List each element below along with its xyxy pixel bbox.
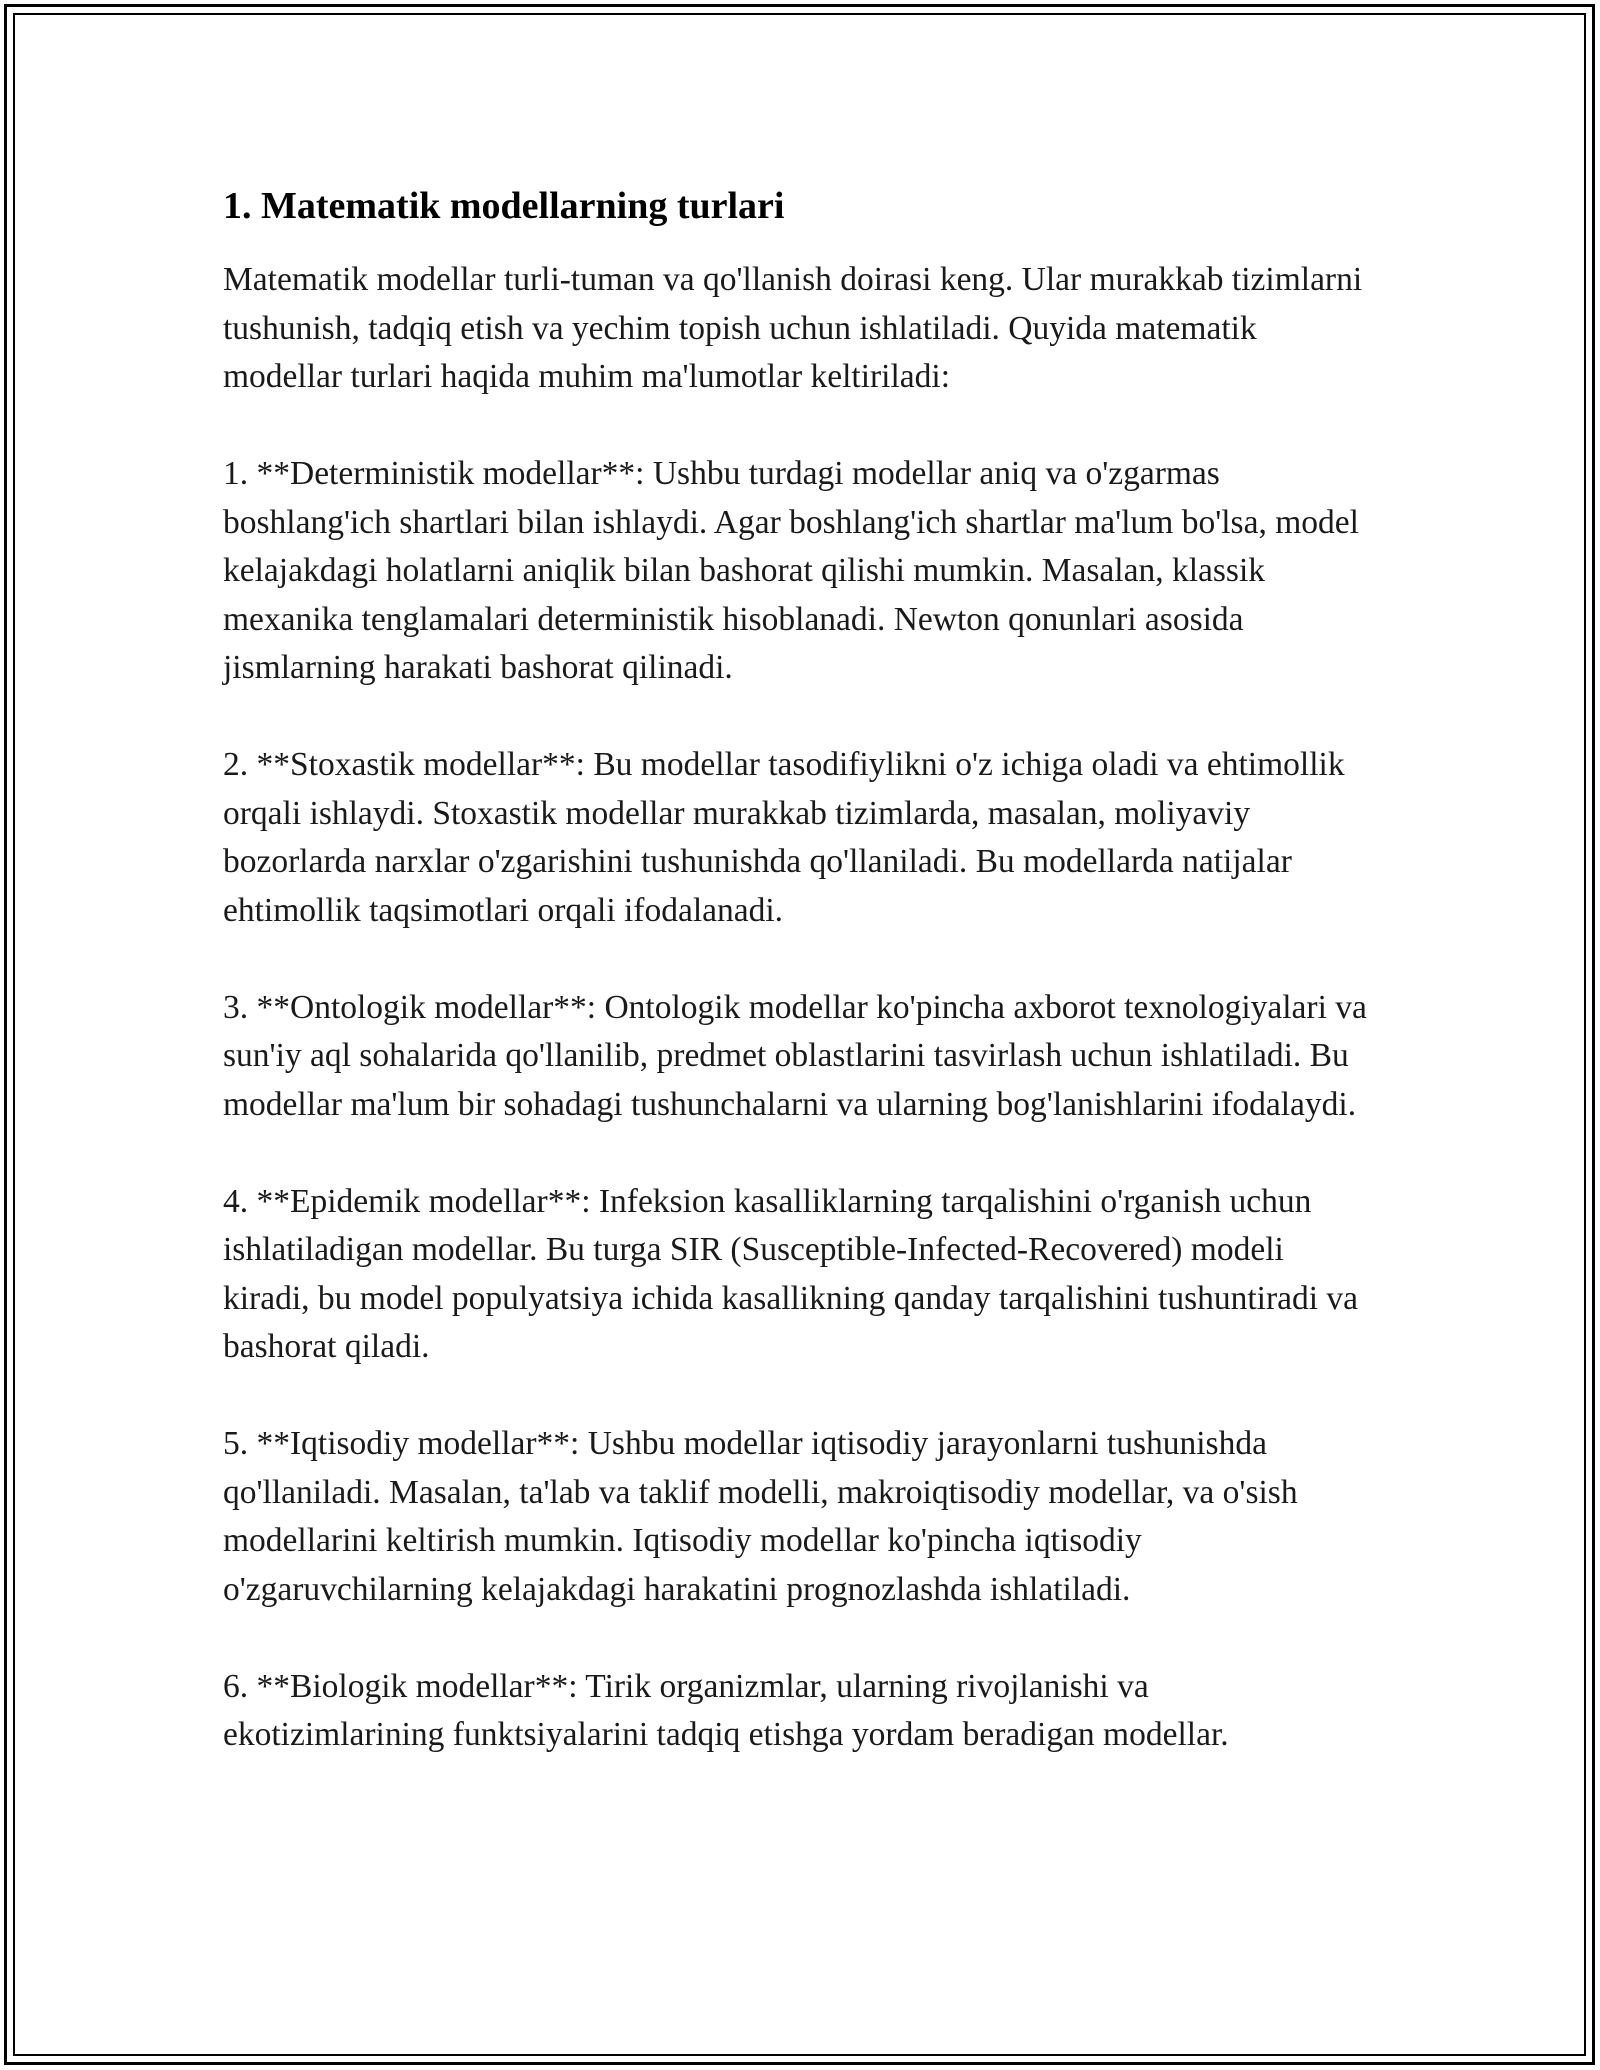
epidemic-models-paragraph: 4. **Epidemik modellar**: Infeksion kasalliklarning tarqalishini o'rganish uchun ishlatiladigan modellar. Bu turga SIR (Susceptible-Infected-Recovered) modeli kiradi, bu model populyatsiya ichida kasallikning qanday tarqalishini tushuntiradi va bashorat qiladi. <box>223 1182 1359 1365</box>
economic-models-paragraph: 5. **Iqtisodiy modellar**: Ushbu modellar iqtisodiy jarayonlarni tushunishda qo'llaniladi. Masalan, ta'lab va taklif modelli, makroiqtisodiy modellar, va o'sish modellarini keltirish mumkin. Iqtisodiy modellar ko'pincha iqtisodiy o'zgaruvchilarning kelajakdagi harakatini prognozlashda ishlatiladi. <box>223 1425 1298 1608</box>
intro-paragraph: Matematik modellar turli-tuman va qo'llanish doirasi keng. Ular murakkab tizimlarni tushunish, tadqiq etish va yechim topish uchun ishlatiladi. Quyida matematik modellar turlari haqida muhim ma'lumotlar keltiriladi: <box>223 261 1363 395</box>
deterministic-models-paragraph: 1. **Deterministik modellar**: Ushbu turdagi modellar aniq va o'zgarmas boshlang'ich shartlari bilan ishlaydi. Agar boshlang'ich shartlar ma'lum bo'lsa, model kelajakdagi holatlarni aniqlik bilan bashorat qilishi mumkin. Masalan, klassik mexanika tenglamalari deterministik hisoblanadi. Newton qonunlari asosida jismlarning harakati bashorat qilinadi. <box>223 455 1359 686</box>
document-body <box>223 182 1373 1808</box>
biological-models-paragraph: 6. **Biologik modellar**: Tirik organizmlar, ularning rivojlanishi va ekotizimlarining funktsiyalarini tadqiq etishga yordam beradigan modellar. <box>223 1667 1229 1753</box>
ontological-models-paragraph: 3. **Ontologik modellar**: Ontologik modellar ko'pincha axborot texnologiyalari va sun'iy aql sohalarida qo'llanilib, predmet oblastlarini tasvirlash uchun ishlatiladi. Bu modellar ma'lum bir sohadagi tushunchalarni va ularning bog'lanishlarini ifodalaydi. <box>223 988 1367 1123</box>
section-heading: 1. Matematik modellarning turlari <box>223 185 785 227</box>
stochastic-models-paragraph: 2. **Stoxastik modellar**: Bu modellar tasodifiylikni o'z ichiga oladi va ehtimollik orqali ishlaydi. Stoxastik modellar murakkab tizimlarda, masalan, moliyaviy bozorlarda narxlar o'zgarishini tushunishda qo'llaniladi. Bu modellarda natijalar ehtimollik taqsimotlari orqali ifodalanadi. <box>223 746 1345 929</box>
